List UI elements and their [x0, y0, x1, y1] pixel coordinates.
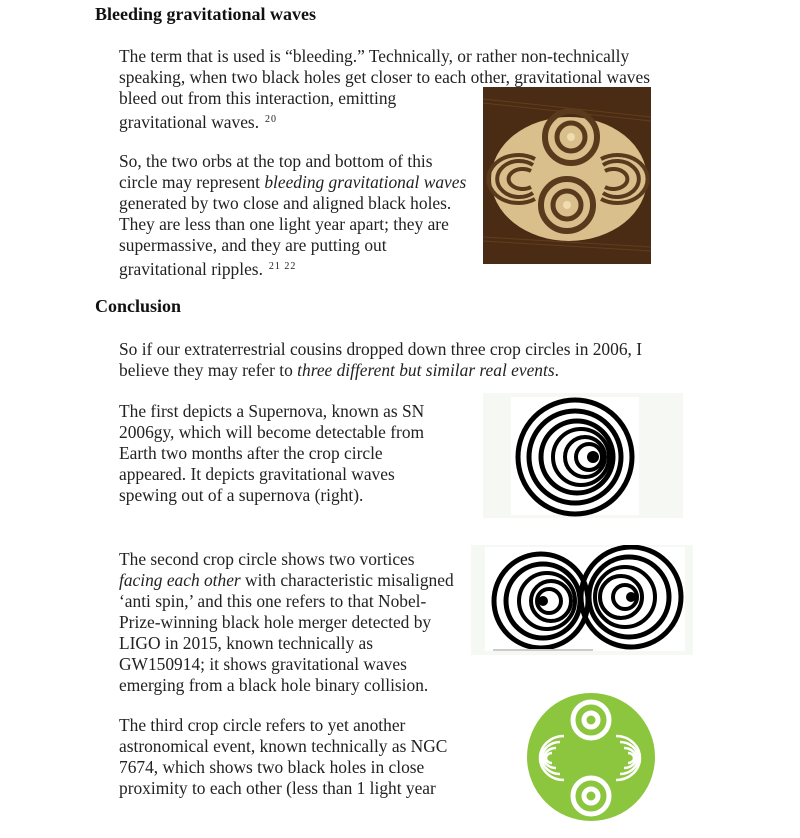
heading-bleeding: Bleeding gravitational waves: [95, 4, 316, 24]
ngc7674-diagram: [526, 692, 656, 822]
text-line: facing each other with characteristic misaligned: [119, 570, 454, 590]
text-line: The second crop circle shows two vortices: [119, 549, 415, 569]
emphasis: facing each other: [119, 570, 241, 590]
text-line: gravitational ripples. $^{21 22}$: [119, 259, 297, 279]
paragraph-conclusion-intro: [119, 339, 642, 381]
text-line: They are less than one light year apart; they are: [119, 214, 449, 234]
footnote-ref[interactable]: 20: [265, 114, 278, 125]
text-line: 2006gy, which will become detectable from: [119, 422, 425, 442]
text-line: circle may represent bleeding gravitational waves: [119, 172, 467, 192]
text-line: Prize-winning black hole merger detected by: [119, 612, 432, 632]
text-line: believe they may refer to three different but similar real events.: [119, 360, 559, 380]
text-line: proximity to each other (less than 1 light year: [119, 778, 436, 798]
text-line: appeared. It depicts gravitational waves: [119, 464, 395, 484]
text-line: So if our extraterrestrial cousins dropped down three crop circles in 2006, I: [119, 339, 643, 359]
text-line: 7674, which shows two black holes in close: [119, 757, 425, 777]
heading-conclusion: Conclusion: [95, 296, 182, 316]
emphasis: bleeding gravitational waves: [264, 172, 467, 192]
text-line: astronomical event, known technically as NGC: [119, 736, 448, 756]
footnote-refs[interactable]: 21 22: [268, 261, 297, 272]
text-line: So, the two orbs at the top and bottom of this: [119, 151, 433, 171]
text-line: The first depicts a Supernova, known as SN: [119, 401, 425, 421]
text-line: Earth two months after the crop circle: [119, 443, 383, 463]
text-line: supermassive, and they are putting out: [119, 235, 387, 255]
crop-circle-photo: [483, 87, 651, 264]
paragraph-first-circle: [119, 401, 424, 506]
text-line: generated by two close and aligned black holes.: [119, 193, 452, 213]
text-line: ‘anti spin,’ and this one refers to that Nobel-: [119, 591, 427, 611]
supernova-diagram: [483, 393, 683, 518]
text-line: gravitational waves. $^{20}$: [119, 112, 278, 132]
paragraph-second-circle: [119, 549, 454, 696]
text-line: LIGO in 2015, known technically as: [119, 633, 374, 653]
text-line: bleed out from this interaction, emitting: [119, 88, 397, 108]
text-line: spewing out of a supernova (right).: [119, 485, 364, 505]
text-line: The term that is used is “bleeding.” Technically, or rather non-technically: [119, 46, 630, 66]
paragraph-two-orbs: [119, 151, 466, 280]
paragraph-third-circle: [119, 715, 447, 799]
emphasis: three different but similar real events: [297, 360, 555, 380]
binary-black-hole-diagram: [471, 545, 693, 655]
text-line: speaking, when two black holes get closer to each other, gravitational waves: [119, 67, 650, 87]
text-line: emerging from a black hole binary collision.: [119, 675, 429, 695]
text-line: GW150914; it shows gravitational waves: [119, 654, 407, 674]
text-line: The third crop circle refers to yet another: [119, 715, 406, 735]
